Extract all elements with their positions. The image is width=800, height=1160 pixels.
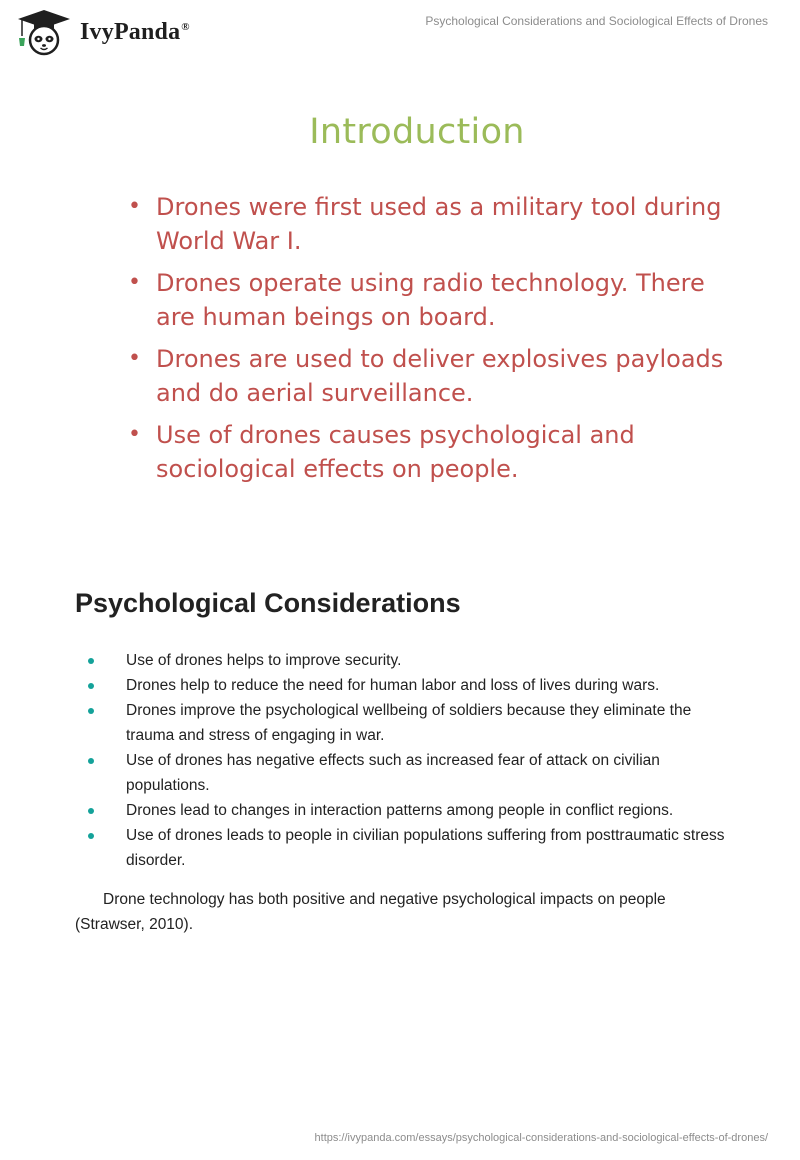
section-heading: Psychological Considerations	[75, 588, 461, 618]
slide-title: Introduction	[309, 112, 525, 152]
bullet-dot-icon: •	[128, 270, 141, 295]
section-bullet-list	[75, 648, 735, 873]
list-item: Use of drones helps to improve security.	[75, 648, 735, 673]
slide-bullet-list	[126, 190, 746, 494]
slide-bullet: • Drones are used to deliver explosives payloads and do aerial surveillance.	[126, 342, 746, 410]
bullet-dot-icon	[88, 658, 94, 664]
bullet-dot-icon	[88, 833, 94, 839]
logo-text: IvyPanda®	[80, 18, 190, 45]
bullet-dot-icon: •	[128, 194, 141, 219]
list-item: Drones lead to changes in interaction patterns among people in conflict regions.	[75, 798, 735, 823]
bullet-dot-icon	[88, 758, 94, 764]
slide-bullet: • Use of drones causes psychological and sociological effects on people.	[126, 418, 746, 486]
ivypanda-logo[interactable]	[14, 8, 190, 56]
list-item: Use of drones has negative effects such as increased fear of attack on civilian populations.	[75, 748, 735, 798]
list-item: Drones help to reduce the need for human labor and loss of lives during wars.	[75, 673, 735, 698]
bullet-dot-icon	[88, 708, 94, 714]
list-item: Use of drones leads to people in civilian populations suffering from posttraumatic stress disorder.	[75, 823, 735, 873]
list-item: Drones improve the psychological wellbeing of soldiers because they eliminate the trauma and stress of engaging in war.	[75, 698, 735, 748]
header-document-title: Psychological Considerations and Sociological Effects of Drones	[425, 14, 768, 28]
footer-source-url[interactable]: https://ivypanda.com/essays/psychological-considerations-and-sociological-effects-of-drones/	[314, 1132, 768, 1144]
body-paragraph: Drone technology has both positive and negative psychological impacts on people (Strawser, 2010).	[75, 891, 666, 933]
bullet-dot-icon: •	[128, 422, 141, 447]
bullet-dot-icon	[88, 683, 94, 689]
bullet-dot-icon	[88, 808, 94, 814]
bullet-dot-icon: •	[128, 346, 141, 371]
panda-logo-icon	[14, 8, 74, 56]
slide-bullet: • Drones operate using radio technology. There are human beings on board.	[126, 266, 746, 334]
slide-bullet: • Drones were first used as a military tool during World War I.	[126, 190, 746, 258]
